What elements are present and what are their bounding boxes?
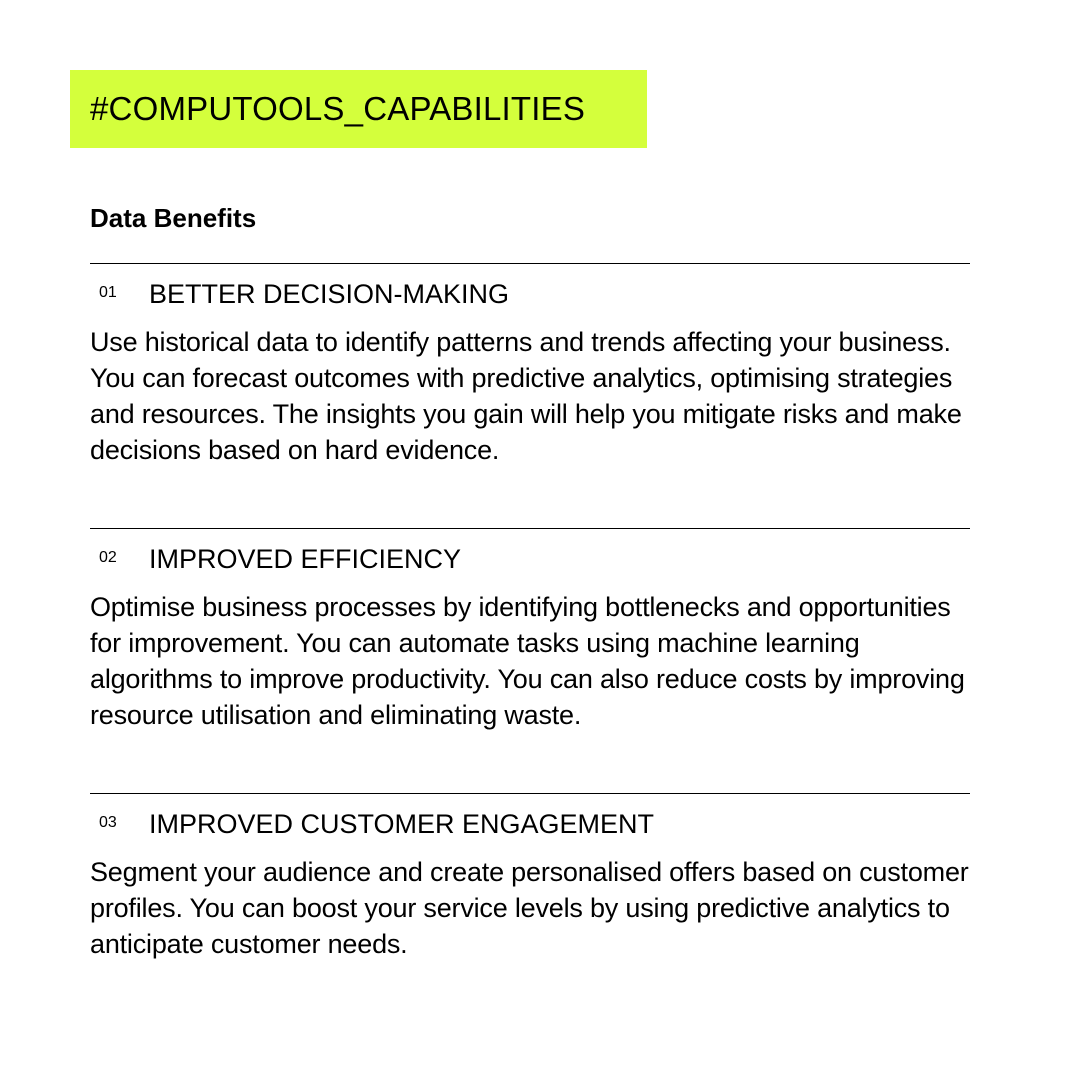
- benefit-title: BETTER DECISION-MAKING: [149, 279, 510, 309]
- benefit-description: Segment your audience and create personalised offers based on customer profiles. You can boost your service levels by using predictive analytics to anticipate customer needs.: [90, 857, 969, 959]
- hashtag-banner: [70, 70, 647, 148]
- benefit-description: Use historical data to identify patterns and trends affecting your business. You can forecast outcomes with predictive analytics, optimising strategies and resources. The insights you gain will help you mitigate risks and make decisions based on hard evidence.: [90, 327, 962, 465]
- hashtag-text: #COMPUTOOLS_CAPABILITIES: [90, 90, 586, 127]
- benefit-item: [90, 263, 970, 468]
- benefit-header: [90, 529, 970, 589]
- benefit-number: 03: [99, 814, 117, 831]
- benefit-item: [90, 528, 970, 733]
- benefit-title: IMPROVED EFFICIENCY: [149, 544, 462, 574]
- section-title: Data Benefits: [90, 203, 257, 233]
- benefit-item: [90, 793, 970, 962]
- benefit-header: [90, 794, 970, 854]
- benefit-number: 02: [99, 549, 117, 566]
- benefit-number: 01: [99, 284, 117, 301]
- benefit-description: Optimise business processes by identifying bottlenecks and opportunities for improvement. You can automate tasks using machine learning algorithms to improve productivity. You can also reduce costs by improving resource utilisation and eliminating waste.: [90, 592, 965, 730]
- benefit-title: IMPROVED CUSTOMER ENGAGEMENT: [149, 809, 655, 839]
- benefit-header: [90, 264, 970, 324]
